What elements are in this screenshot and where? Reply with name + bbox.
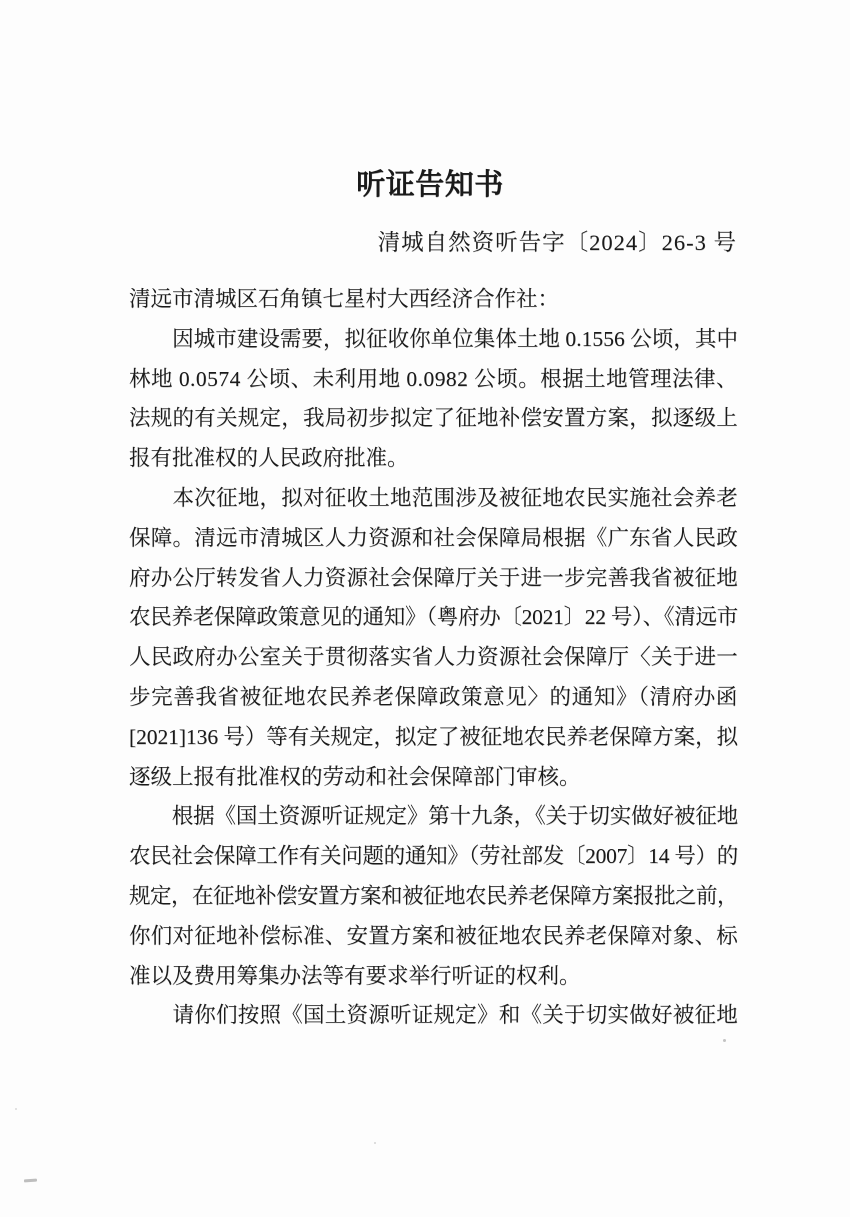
scan-speck — [15, 1108, 17, 1110]
scan-speck — [374, 1142, 376, 1144]
body-line: 步完善我省被征地农民养老保障政策意见〉的通知》（清府办函 — [129, 684, 738, 709]
body-line: 府办公厅转发省人力资源社会保障厅关于进一步完善我省被征地 — [129, 565, 738, 590]
body-line: 农民社会保障工作有关问题的通知》（劳社部发〔2007〕14 号）的 — [129, 844, 738, 869]
body-line: 报有批准权的人民政府批准。 — [129, 446, 409, 471]
body-line: 清远市清城区石角镇七星村大西经济合作社： — [129, 287, 560, 311]
body-line: 逐级上报有批准权的劳动和社会保障部门审核。 — [129, 764, 581, 789]
body-line: 法规的有关规定，我局初步拟定了征地补偿安置方案，拟逐级上 — [129, 406, 738, 431]
document-reference-number: 清城自然资听告字〔2024〕26-3 号 — [377, 230, 737, 255]
body-line: 本次征地，拟对征收土地范围涉及被征地农民实施社会养老 — [129, 485, 738, 510]
body-line: 保障。清远市清城区人力资源和社会保障局根据《广东省人民政 — [129, 525, 738, 550]
body-line: 人民政府办公室关于贯彻落实省人力资源社会保障厅〈关于进一 — [129, 645, 738, 670]
document-title: 听证告知书 — [356, 169, 504, 201]
body-line: 农民养老保障政策意见的通知》（粤府办〔2021〕22 号）、《清远市 — [129, 605, 738, 630]
body-line: 根据《国土资源听证规定》第十九条，《关于切实做好被征地 — [129, 804, 738, 829]
body-line: 你们对征地补偿标准、安置方案和被征地农民养老保障对象、标 — [129, 923, 738, 948]
body-line: 准以及费用筹集办法等有要求举行听证的权利。 — [129, 963, 581, 988]
scan-speck — [24, 1179, 37, 1183]
body-line: 林地 0.0574 公顷、未利用地 0.0982 公顷。根据土地管理法律、 — [129, 366, 738, 391]
body-line: 因城市建设需要，拟征收你单位集体土地 0.1556 公顷，其中 — [129, 326, 738, 351]
document-body — [129, 280, 738, 1036]
scan-speck — [723, 1039, 726, 1042]
body-line: 规定，在征地补偿安置方案和被征地农民养老保障方案报批之前， — [129, 883, 738, 908]
body-line: 请你们按照《国土资源听证规定》和《关于切实做好被征地 — [129, 1003, 738, 1028]
body-line: [2021]136 号）等有关规定，拟定了被征地农民养老保障方案，拟 — [129, 724, 738, 749]
